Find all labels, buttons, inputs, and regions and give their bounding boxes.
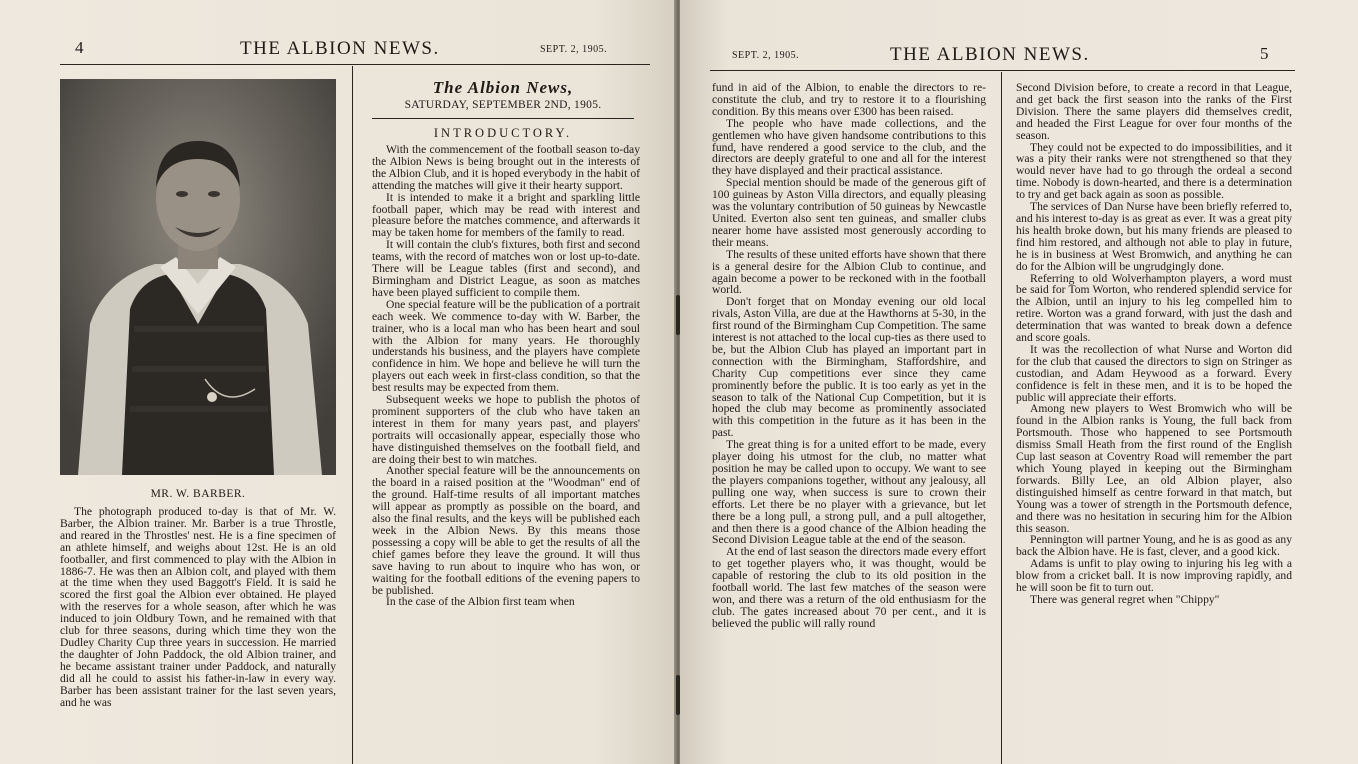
masthead-rule <box>372 118 634 119</box>
intro-paragraph: It is intended to make it a bright and sparkling little football paper, which may be read with interest and pleasure before the matches commence, and afterwards it may be taken home for members of the family to read. <box>372 190 640 240</box>
column-divider <box>1001 72 1002 764</box>
running-title: THE ALBION NEWS. <box>240 38 440 59</box>
introductory-article <box>372 144 640 764</box>
article-paragraph: Special mention should be made of the generous gift of 100 guineas by Aston Villa directors, and equally pleasing was the voluntary contribution of 50 guineas by Newcastle United. Everton also sent ten guineas, and smaller clubs nearer home have assisted most generously according to their means. <box>712 176 986 249</box>
article-paragraph: The services of Dan Nurse have been briefly referred to, and his interest to-day is as great as ever. It was a great pity his health broke down, but his many friends are pleased to find him restored, and although not able to play in future, he is in business at West Bromwich, and anything he can do for the Albion will be ungrudgingly done. <box>1016 200 1292 273</box>
intro-paragraph: One special feature will be the publication of a portrait each week. We commence to-day with W. Barber, the trainer, who is a local man who has been heart and soul with the Albion for many years. He thoroughly understands his business, and the players have complete confidence in him. We hope and believe he will turn the players out each week in first-class condition, so that the best results may be expected from them. <box>372 297 640 395</box>
article-paragraph: There was general regret when "Chippy" <box>1030 592 1220 606</box>
introductory-heading: INTRODUCTORY. <box>433 126 573 140</box>
right-column-1 <box>712 82 986 764</box>
header-rule <box>60 64 650 65</box>
portrait-photo <box>60 79 336 475</box>
article-paragraph: Don't forget that on Monday evening our old local rivals, Aston Villa, are due at the Hawthorns at 5-30, in the first round of the Birmingham Cup Competition. The same interest is not attached to the local cup-ties as there used to be, but the Albion Club has played an important part in connection with the Birmingham, Staffordshire, and Charity Cup competitions ever since they came prominently before the public. It is too early as yet in the season to talk of the National Cup Competition, but it is hoped the club may become as prominently associated with this competition in the future as it has been in the past. <box>712 295 986 440</box>
photo-caption: MR. W. BARBER. <box>150 488 246 500</box>
running-title: THE ALBION NEWS. <box>890 44 1090 65</box>
article-paragraph: It was the recollection of what Nurse and Worton did for the club that caused the directors to sign on Stringer as custodian, and Adam Heywood as a forward. Every confidence is felt in these men, and it is to be hoped the public will appreciate their efforts. <box>1016 342 1292 404</box>
portrait-figure <box>60 79 336 475</box>
article-paragraph: Second Division before, to create a record in that League, and get back the first season into the ranks of the First Division. There the same players did themselves credit, and headed the First League for over four months of the season. <box>1016 82 1292 142</box>
intro-paragraph: Another special feature will be the announcements on the board in a raised position at the "Woodman" end of the ground. Half-time results of all important matches will appear as promptly as possible on the board, and also the final results, and the keys will be published each week in the Albion News. By this means those possessing a copy will be able to get the results of all the chief games before they leave the ground. It will thus save having to run about to inquire who has won, or waiting for the football editions of the evening papers to be published. <box>372 464 640 597</box>
left-page-header <box>0 38 676 62</box>
page-date: SEPT. 2, 1905. <box>732 50 800 61</box>
article-paragraph: The great thing is for a united effort to be made, every player doing his utmost for the club, no matter what position he may be called upon to occupy. We want to see the players companions together, without any jealousy, all pulling one way, when success is sure to crown their efforts. Let there be no player with a grievance, but let there be a long pull, a strong pull, and a pull altogether, and then there is a good chance of the Albion heading the Second Division League table at the end of the season. <box>712 438 986 547</box>
article-paragraph: At the end of last season the directors made every effort to get together players who, it was thought, would be capable of restoring the club to its old position in the football world. The last few matches of the season were won, and there was a return of the old enthusiasm for the club. The gates increased about 70 per cent., and it is believed the public will rally round <box>712 545 986 630</box>
article-paragraph: Among new players to West Bromwich who will be found in the Albion ranks is Young, the full back from Portsmouth. Those who happened to see Portsmouth dismiss Small Heath from the first round of the English Cup last season at Coventry Road will remember the part which Young played in keeping out the Birmingham forwards. Billy Lee, an old Albion player, also distinguished himself as centre forward in that match, but Young was a tower of strength in the Portsmouth defence, and there was no hesitation in securing him for the Albion this season. <box>1016 402 1292 535</box>
article-paragraph: They could not be expected to do impossibilities, and it was a pity their ranks were not strengthened so that they would never have had to go through the ordeal a second time. Nobody is down-hearted, and there is a determination to try and get back again as soon as possible. <box>1016 140 1292 202</box>
article-paragraph: Referring to old Wolverhampton players, a word must be said for Tom Worton, who rendered splendid service for the Albion, until an injury to his leg compelled him to retire. Worton was a grand forward, with just the dash and determination that was wanted to break down a defence and score goals. <box>1016 271 1292 345</box>
right-column-2 <box>1016 82 1292 764</box>
barber-paragraph: The photograph produced to-day is that of Mr. W. Barber, the Albion trainer. Mr. Barber is a true Throstle, and reared in the Throstles' nest. He is a fine specimen of an athlete himself, and weighs about 12st. He is an old footballer, and first commenced to play with the Albion in 1886-7. He was then an Albion colt, and played with them at the time when they used Baggott's Field. It is said he scored the first goal the Albion ever obtained. He played with the reserves for a whole season, after which he was induced to join Oldbury Town, and he remained with that club for three seasons, during which time they won the Dudley Charity Cup three years in succession. He married the daughter of John Paddock, the old Albion trainer, and he became assistant trainer under Paddock, and naturally did all he could to assist his father-in-law in every way. Barber has been assistant trainer for the last seven years, and he was <box>60 506 336 709</box>
page-number: 4 <box>75 38 84 57</box>
article-paragraph: The people who have made collections, and the gentlemen who have given handsome contributions to this fund, have rendered a good service to the club, and the directors are deeply grateful to one and all for the interest they have displayed and their practical assistance. <box>712 116 986 178</box>
intro-paragraph: It will contain the club's fixtures, both first and second teams, with the record of matches won or lost up-to-date. There will be League tables (first and second), and Birmingham and District League, as soon as matches have been played sufficient to compile them. <box>372 238 640 299</box>
page-number: 5 <box>1260 44 1269 63</box>
article-paragraph: fund in aid of the Albion, to enable the directors to re-constitute the club, and try to restore it to a flourishing condition. By this means over £300 has been raised. <box>712 82 986 118</box>
barber-article <box>60 506 336 764</box>
right-page <box>680 0 1358 764</box>
right-page-header <box>680 44 1358 68</box>
article-paragraph: Pennington will partner Young, and he is as good as any back the Albion have. He is fast, clever, and a good kick. <box>1016 533 1292 559</box>
masthead <box>372 78 634 111</box>
masthead-date: SATURDAY, SEPTEMBER 2ND, 1905. <box>404 99 602 111</box>
page-date: SEPT. 2, 1905. <box>540 44 608 55</box>
column-divider <box>352 66 353 764</box>
intro-paragraph: In the case of the Albion first team when <box>386 595 575 609</box>
masthead-name: The Albion News, <box>432 78 574 97</box>
article-paragraph: The results of these united efforts have shown that there is a general desire for the Albion Club to continue, and again become a power to be reckoned with in the football world. <box>712 247 986 297</box>
intro-paragraph: Subsequent weeks we hope to publish the photos of prominent supporters of the club who have taken an interest in them for many years past, and players' portraits will occasionally appear, especially those who have distinguished themselves on the football field, and are doing their best to win matches. <box>372 393 640 466</box>
left-page <box>0 0 676 764</box>
article-paragraph: Adams is unfit to play owing to injuring his leg with a blow from a cricket ball. It is now improving rapidly, and he will soon be fit to turn out. <box>1016 557 1292 595</box>
header-rule <box>710 70 1295 71</box>
intro-paragraph: With the commencement of the football season to-day the Albion News is being brought out in the interests of the Albion Club, and it is hoped everybody in the habit of attending the matches will give it their hearty support. <box>372 144 640 192</box>
